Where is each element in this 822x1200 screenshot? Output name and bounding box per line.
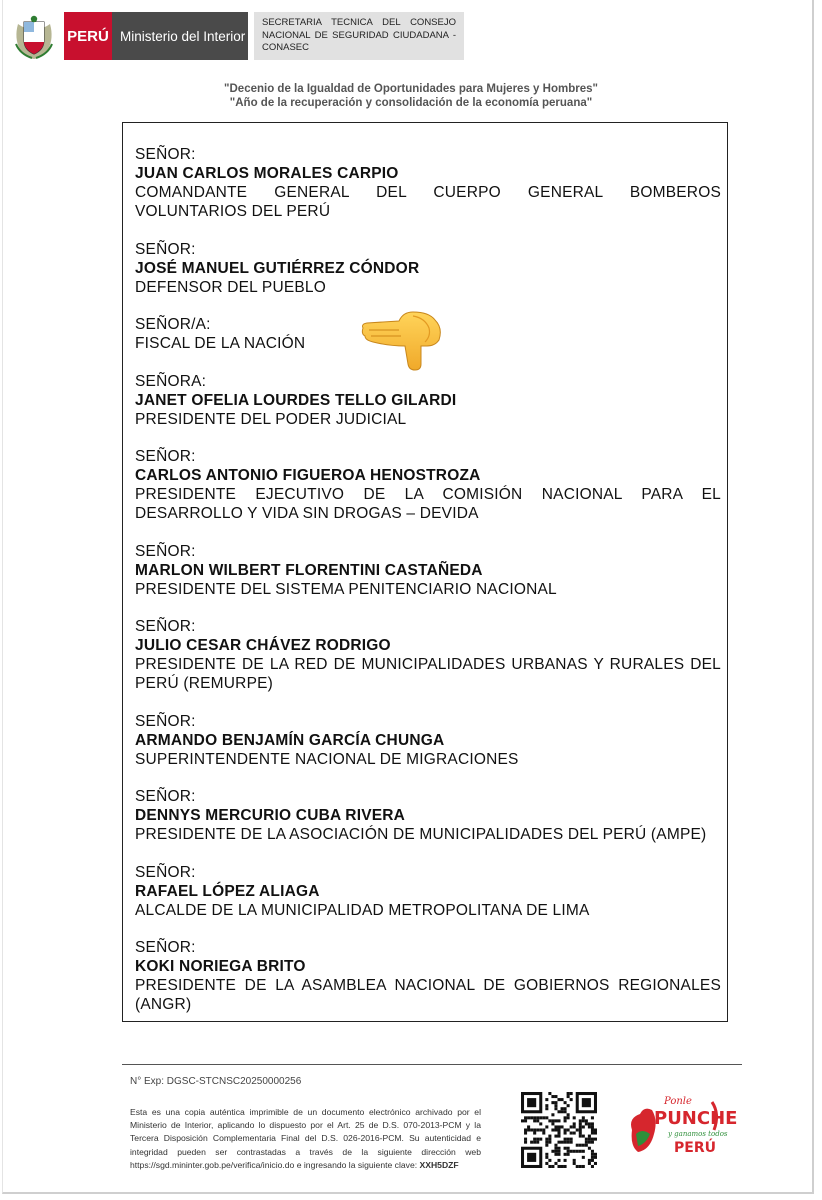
recipient-position: FISCAL DE LA NACIÓN (135, 335, 306, 352)
recipient-name: MARLON WILBERT FLORENTINI CASTAÑEDA (135, 561, 483, 579)
recipient-salutation: SEÑOR: (135, 240, 196, 258)
recipient-salutation: SEÑOR: (135, 863, 196, 881)
recipient-name: KOKI NORIEGA BRITO (135, 958, 306, 975)
recipient (135, 542, 721, 599)
recipient-position: PRESIDENTE DE LA ASOCIACIÓN DE MUNICIPALIDADES DEL PERÚ (AMPE) (135, 826, 707, 843)
recipient-name: ARMANDO BENJAMÍN GARCÍA CHUNGA (135, 731, 445, 749)
recipient-salutation: SEÑOR: (135, 146, 196, 163)
recipient-position: COMANDANTE GENERAL DEL CUERPO GENERAL BOMBEROS VOLUNTARIOS DEL PERÚ (135, 184, 721, 220)
recipient-salutation: SEÑOR/A: (135, 316, 211, 333)
ponle-punche-logo (624, 1090, 738, 1160)
thumbs-down-emoji-icon (359, 306, 445, 372)
expedient-number: N° Exp: DGSC-STCNSC20250000256 (130, 1076, 302, 1087)
recipient (135, 938, 721, 1014)
decade-banner (0, 82, 822, 110)
recipient-name: JOSÉ MANUEL GUTIÉRREZ CÓNDOR (135, 259, 420, 277)
logo-punche: PUNCHE (654, 1108, 738, 1129)
recipient (135, 787, 721, 844)
recipient-salutation: SEÑOR: (135, 712, 196, 730)
recipient-salutation: SEÑOR: (135, 618, 196, 635)
recipient-position: PRESIDENTE DE LA ASAMBLEA NACIONAL DE GOBIERNOS REGIONALES (ANGR) (135, 977, 721, 1013)
recipient-salutation: SEÑOR: (135, 788, 196, 805)
recipient-position: PRESIDENTE DE LA RED DE MUNICIPALIDADES URBANAS Y RURALES DEL PERÚ (REMURPE) (135, 656, 721, 692)
decade-line-1: "Decenio de la Igualdad de Oportunidades para Mujeres y Hombres" (224, 83, 598, 95)
recipient-salutation: SEÑOR: (135, 939, 196, 956)
recipient-name: JULIO CESAR CHÁVEZ RODRIGO (135, 637, 391, 654)
recipient-list (135, 145, 721, 1033)
recipient-name: DENNYS MERCURIO CUBA RIVERA (135, 807, 406, 824)
secretaria-label: SECRETARIA TECNICA DEL CONSEJO NACIONAL DE SEGURIDAD CIUDADANA - CONASEC (254, 12, 464, 60)
recipient-position: PRESIDENTE DEL SISTEMA PENITENCIARIO NACIONAL (135, 580, 557, 598)
verification-key: XXH5DZF (419, 1159, 459, 1170)
recipient-salutation: SEÑOR: (135, 542, 196, 560)
recipient-position: SUPERINTENDENTE NACIONAL DE MIGRACIONES (135, 750, 519, 768)
decade-line-2: "Año de la recuperación y consolidación de la economía peruana" (229, 97, 593, 109)
recipient-name: CARLOS ANTONIO FIGUEROA HENOSTROZA (135, 467, 481, 484)
peru-coat-of-arms-icon (12, 14, 56, 60)
recipient (135, 372, 721, 429)
recipient (135, 240, 721, 297)
recipient-position: PRESIDENTE EJECUTIVO DE LA COMISIÓN NACIONAL PARA EL DESARROLLO Y VIDA SIN DROGAS – DEVIDA (135, 486, 721, 522)
qr-code-icon (521, 1092, 597, 1168)
recipient (135, 447, 721, 523)
recipients-box (122, 122, 728, 1022)
peru-label: PERÚ (64, 12, 112, 60)
recipient-position: ALCALDE DE LA MUNICIPALIDAD METROPOLITANA DE LIMA (135, 901, 590, 919)
legal-text: Esta es una copia auténtica imprimible de un documento electrónico archivado por el Ministerio de Interior, aplicando lo dispuesto por el Art. 25 de D.S. 070-2013-PCM y la Tercera Disposición Complementaria Final del D.S. 026-2016-PCM. Su autenticidad e integridad pueden ser contrastadas a través de la siguiente dirección web https://sgd.mininter.gob.pe/verifica/inicio.do e ingresando la siguiente clave: (130, 1107, 481, 1170)
footer-divider (122, 1064, 742, 1065)
recipient (135, 712, 721, 769)
recipient (135, 145, 721, 221)
ministry-label: Ministerio del Interior (112, 12, 248, 60)
recipient (135, 863, 721, 920)
recipient-salutation: SEÑORA: (135, 372, 207, 390)
logo-ganamos: y ganamos todos (668, 1130, 728, 1138)
recipient-salutation: SEÑOR: (135, 448, 196, 465)
logo-peru: PERÚ (674, 1140, 716, 1156)
legal-notice (130, 1106, 481, 1172)
document-header (12, 12, 472, 62)
recipient-position: PRESIDENTE DEL PODER JUDICIAL (135, 410, 407, 428)
logo-ponle: Ponle (664, 1096, 692, 1107)
recipient-name: RAFAEL LÓPEZ ALIAGA (135, 882, 320, 900)
recipient-position: DEFENSOR DEL PUEBLO (135, 278, 326, 296)
recipient (135, 617, 721, 693)
recipient-name: JUAN CARLOS MORALES CARPIO (135, 165, 399, 182)
recipient-name: JANET OFELIA LOURDES TELLO GILARDI (135, 391, 457, 409)
